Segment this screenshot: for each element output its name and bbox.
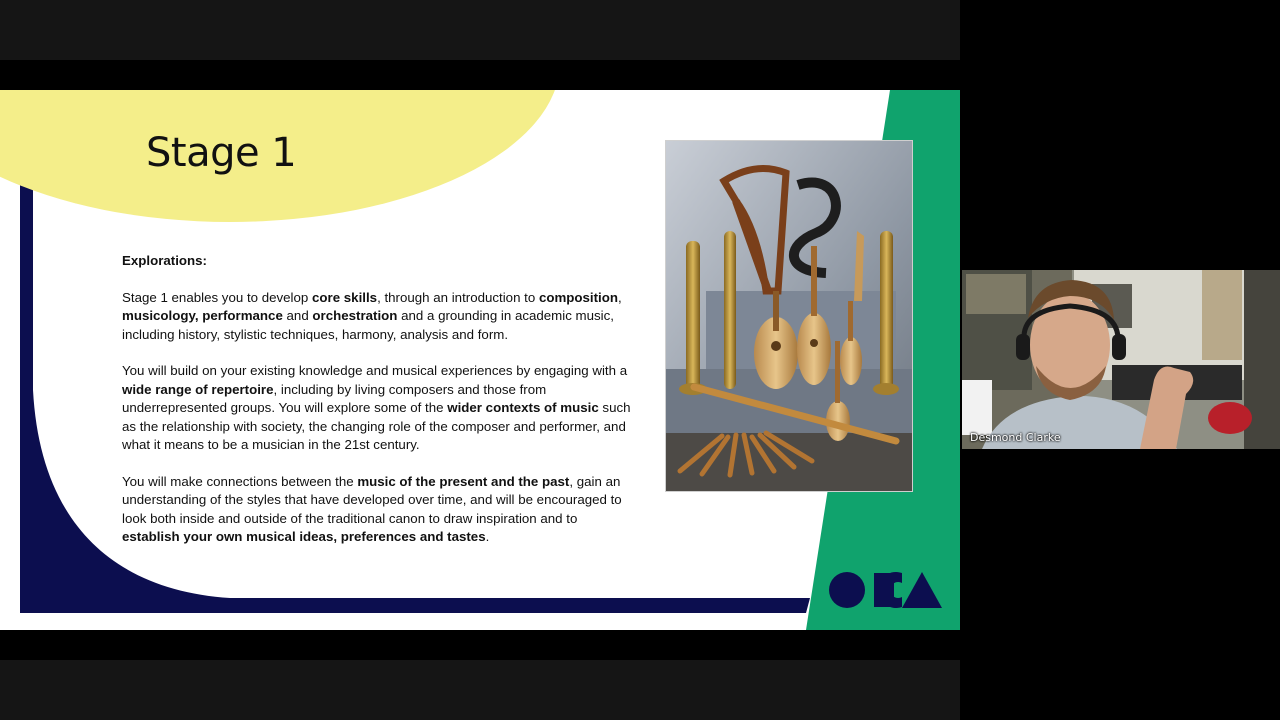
slide-body bbox=[122, 252, 634, 565]
top-letterbox bbox=[0, 0, 960, 60]
text-run: such as the relationship with society, the changing role of the composer and performer, and what it means to be a musician in the 21st century. bbox=[122, 400, 631, 453]
participant-video-tile[interactable] bbox=[962, 270, 1280, 449]
explorations-heading: Explorations: bbox=[122, 253, 207, 268]
text-run: , bbox=[618, 289, 622, 305]
instruments-photo bbox=[665, 140, 913, 492]
oca-logo-icon bbox=[828, 570, 942, 610]
bold-phrase: music of the present and the past bbox=[357, 473, 570, 489]
bold-phrase: orchestration bbox=[312, 308, 398, 324]
participant-name-label: Desmond Clarke bbox=[970, 431, 1061, 444]
text-run: Stage 1 enables you to develop bbox=[122, 289, 312, 305]
body-paragraph bbox=[122, 289, 634, 344]
bold-phrase: wider contexts of music bbox=[447, 400, 599, 416]
text-run: You will make connections between the bbox=[122, 473, 358, 489]
bottom-letterbox bbox=[0, 660, 960, 720]
bold-phrase: wide range of repertoire bbox=[122, 381, 274, 397]
slide-title: Stage 1 bbox=[146, 130, 297, 176]
text-run: . bbox=[485, 529, 490, 545]
text-run: , gain an understanding of the styles that have developed over time, and will be encouraged to look both inside and outside of the traditional canon to draw inspiration and to bbox=[122, 473, 622, 526]
bold-phrase: core skills bbox=[312, 289, 378, 305]
text-run: , including by living composers and those from underrepresented groups. You will explore some of the bbox=[122, 381, 547, 416]
participant-video-feed bbox=[962, 270, 1280, 449]
body-paragraph bbox=[122, 362, 634, 454]
text-run: , through an introduction to bbox=[377, 289, 539, 305]
text-run: and bbox=[282, 308, 313, 324]
text-run: You will build on your existing knowledge and musical experiences by engaging with a bbox=[122, 363, 628, 379]
text-run: and a grounding in academic music, including history, stylistic techniques, harmony, analysis and form. bbox=[122, 308, 614, 342]
body-paragraph bbox=[122, 473, 634, 547]
bold-phrase: establish your own musical ideas, preferences and tastes bbox=[122, 529, 486, 545]
bold-phrase: musicology, performance bbox=[122, 308, 283, 324]
presentation-slide bbox=[0, 90, 960, 630]
bold-phrase: composition bbox=[538, 289, 618, 305]
